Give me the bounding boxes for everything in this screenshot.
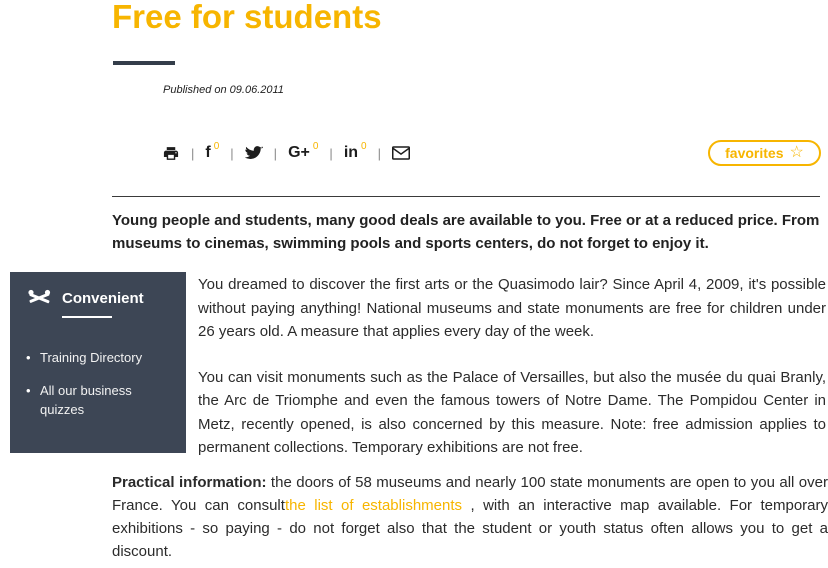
separator: | [273, 145, 278, 161]
sidebar-title: Convenient [62, 289, 144, 307]
facebook-share-count: 0 [213, 141, 220, 152]
favorites-button[interactable] [708, 140, 821, 166]
separator: | [191, 145, 195, 161]
divider [112, 196, 820, 197]
googleplus-share-count: 0 [312, 141, 319, 152]
sidebar-item-training-directory[interactable]: • Training Directory [26, 348, 172, 367]
title-underline [113, 61, 175, 65]
separator: | [377, 145, 381, 161]
linkedin-share-count: 0 [361, 141, 367, 152]
linkedin-icon: in [343, 144, 359, 161]
practical-text-before-link: the doors of 58 museums and nearly 100 state monuments are open to you all over France. You can consult [112, 474, 828, 514]
practical-label: Practical information: [112, 474, 267, 491]
published-date: Published on 09.06.2011 [163, 84, 284, 96]
intro-paragraph: Young people and students, many good deals are available to you. Free or at a reduced price. From museums to cinemas, swimming pools and sports centers, do not forget to enjoy it. [112, 212, 820, 252]
twitter-share-button[interactable] [245, 146, 263, 161]
paragraph-2: You can visit monuments such as the Palace of Versailles, but also the musée du quai Branly, the Arc de Triomphe and even the famous towers of Notre Dame. The Pompidou Center in Metz, recently opened, is also concerned by this measure. Note: free admission applies to permanent collections. Temporary exhibitions are not free. [198, 368, 826, 456]
sidebar-item-business-quizzes[interactable]: • All our business quizzes [26, 381, 172, 419]
favorites-label: favorites [725, 145, 784, 161]
establishments-link[interactable]: the list of establishments [284, 497, 463, 514]
separator: | [230, 145, 234, 161]
print-button[interactable] [162, 145, 180, 162]
share-toolbar [162, 141, 410, 165]
envelope-icon [392, 146, 410, 160]
tools-icon [26, 288, 52, 308]
separator: | [329, 145, 333, 161]
star-icon: ☆ [789, 144, 804, 161]
email-share-button[interactable] [392, 146, 410, 160]
linkedin-share-button[interactable] [344, 143, 367, 163]
sidebar-list [26, 348, 172, 419]
printer-icon [162, 145, 180, 162]
practical-text-after-link: , with an interactive map available. For temporary exhibitions - so paying - do not forget also that the student or youth status often allows you to get a discount. [112, 497, 828, 560]
googleplus-share-button[interactable] [288, 143, 318, 163]
practical-paragraph [112, 471, 828, 563]
facebook-share-button[interactable] [205, 143, 219, 163]
sidebar-header [26, 288, 172, 308]
paragraph-1: You dreamed to discover the first arts or the Quasimodo lair? Since April 4, 2009, it's possible without paying anything! National museums and state monuments are free for children under 26 years old. A measure that applies every day of the week. [198, 276, 826, 340]
sidebar-title-underline [62, 316, 112, 318]
page-title: Free for students [112, 0, 382, 35]
googleplus-icon: G+ [288, 144, 310, 161]
twitter-icon [245, 146, 263, 161]
facebook-icon: f [205, 144, 211, 161]
article-body [198, 273, 826, 460]
convenient-sidebar [10, 272, 186, 453]
